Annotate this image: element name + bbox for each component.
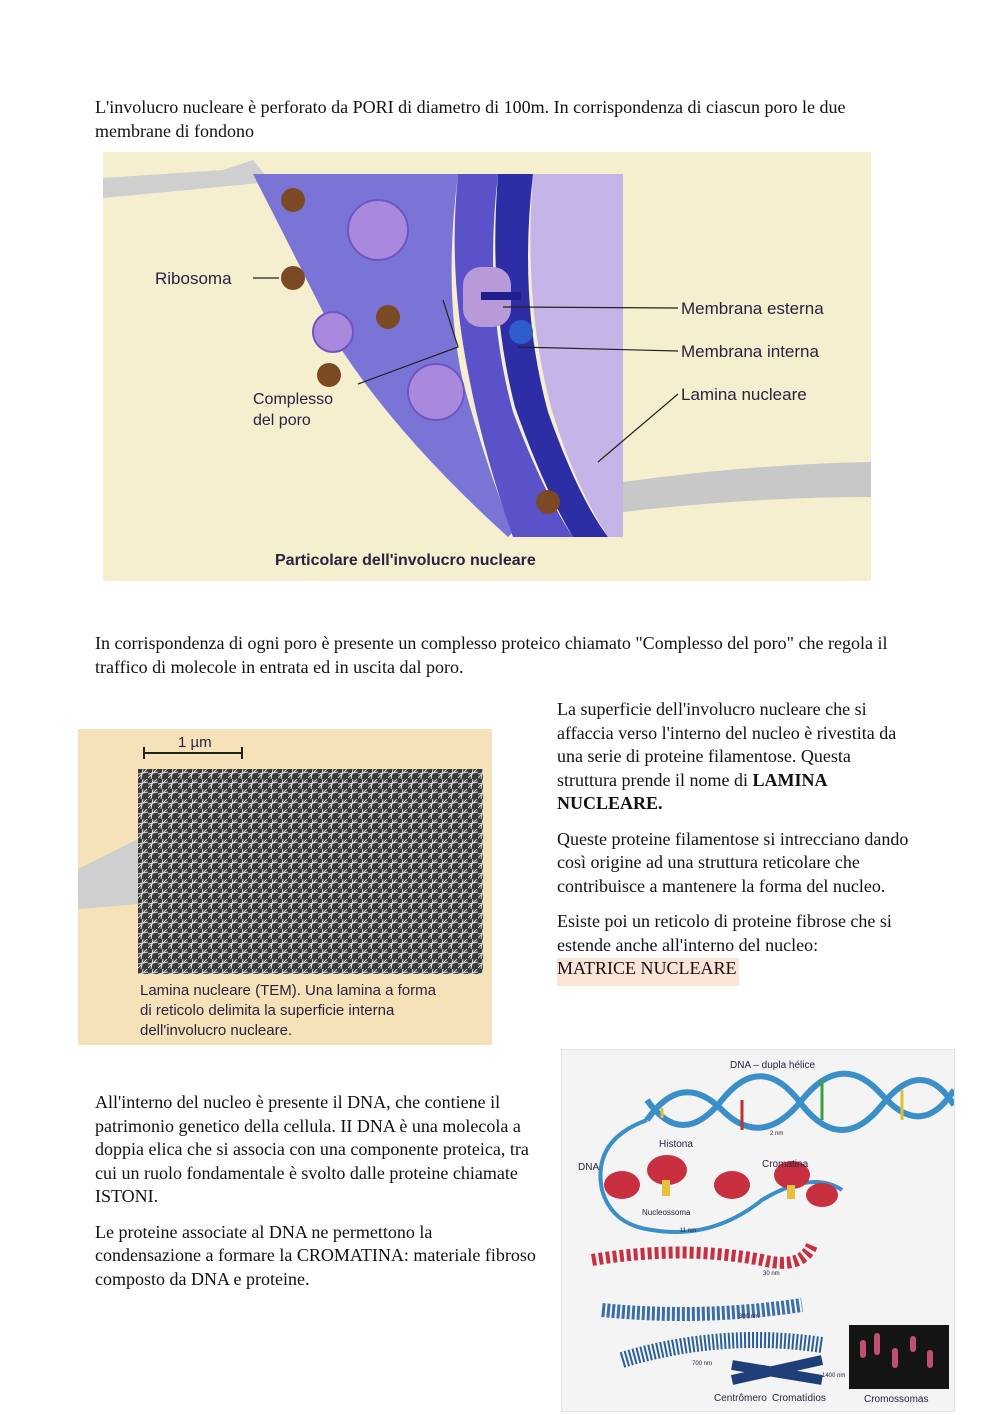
paragraph-matrix: [557, 910, 912, 981]
lamina-text-block: [557, 698, 912, 981]
dna-text-block: [95, 1091, 540, 1291]
inner-membrane-label: Membrana interna: [681, 342, 819, 361]
scale-1400nm: 1400 nm: [822, 1373, 846, 1379]
nuclear-envelope-illustration: [103, 152, 871, 581]
ribosome-label: Ribosoma: [155, 269, 232, 288]
nuclear-lamina-figure: [78, 729, 492, 1045]
paragraph-pore-complex: In corrispondenza di ogni poro è presente un complesso proteico chiamato "Complesso del poro" che regola il traffico di molecole in entrata ed in uscita dal poro.: [95, 633, 888, 677]
nucleosome-label: Nucleossoma: [642, 1208, 691, 1217]
chromatin-label: Cromatina: [762, 1159, 809, 1170]
pore-complex-label-1: Complesso: [253, 391, 334, 408]
dna-helix-label: DNA – dupla hélice: [730, 1060, 816, 1071]
nuclear-lamina-micrograph: [78, 729, 492, 1045]
scale-2nm: 2 nm: [770, 1131, 784, 1137]
scale-label: 1 µm: [178, 734, 212, 751]
dna-compaction-illustration: [562, 1050, 954, 1411]
chromosomes-label: Cromossomas: [864, 1394, 929, 1405]
pore-complex-label-2: del poro: [253, 412, 311, 429]
paragraph-dna: All'interno del nucleo è presente il DNA, che contiene il patrimonio genetico della cellula. II DNA è una molecola a doppia elica che si associa con una componente proteica, tra cui un ruolo fondamentale è svolto dalle proteine chiamate ISTONI.: [95, 1092, 529, 1206]
scale-300nm: 300 nm: [739, 1314, 760, 1320]
scale-30nm: 30 nm: [763, 1271, 780, 1277]
dna-compaction-figure: [561, 1049, 955, 1412]
dna-label: DNA: [578, 1162, 600, 1173]
histone-label: Histona: [659, 1139, 693, 1150]
lamina-caption-2: di reticolo delimita la superficie interna: [140, 1002, 395, 1019]
matrix-text: Esiste poi un reticolo di proteine fibrose che si estende anche all'interno del nucleo:: [557, 911, 892, 955]
scale-11nm: 11 nm: [680, 1228, 697, 1234]
paragraph-lamina-structure: Queste proteine filamentose si intrecciano dando così origine ad una struttura reticolare che contribuisce a mantenere la forma del nucleo.: [557, 828, 909, 896]
envelope-figure-caption: Particolare dell'involucro nucleare: [275, 552, 536, 569]
matrix-term: MATRICE NUCLEARE: [557, 958, 739, 986]
centromere-label: Centrômero: [714, 1393, 767, 1404]
lamina-term: LAMINA NUCLEARE.: [557, 769, 827, 813]
lamina-text: La superficie dell'involucro nucleare che si affaccia verso l'interno del nucleo è rivestita da una serie di proteine filamentose. Questa struttura prende il nome di: [557, 699, 897, 790]
paragraph-pores: L'involucro nucleare è perforato da PORI di diametro di 100m. In corrispondenza di ciascun poro le due membrane di fondono: [95, 97, 846, 141]
paragraph-chromatin: Le proteine associate al DNA ne permettono la condensazione a formare la CROMATINA: materiale fibroso composto da DNA e proteine.: [95, 1221, 536, 1289]
nuclear-lamina-label: Lamina nucleare: [681, 385, 807, 404]
nuclear-envelope-figure: [103, 152, 871, 581]
lamina-caption-1: Lamina nucleare (TEM). Una lamina a forma: [140, 982, 436, 999]
paragraph-lamina: [557, 698, 912, 816]
lamina-caption-3: dell'involucro nucleare.: [140, 1022, 293, 1039]
scale-700nm: 700 nm: [692, 1361, 713, 1367]
outer-membrane-label: Membrana esterna: [681, 299, 824, 318]
chromatids-label: Cromatídios: [772, 1393, 826, 1404]
